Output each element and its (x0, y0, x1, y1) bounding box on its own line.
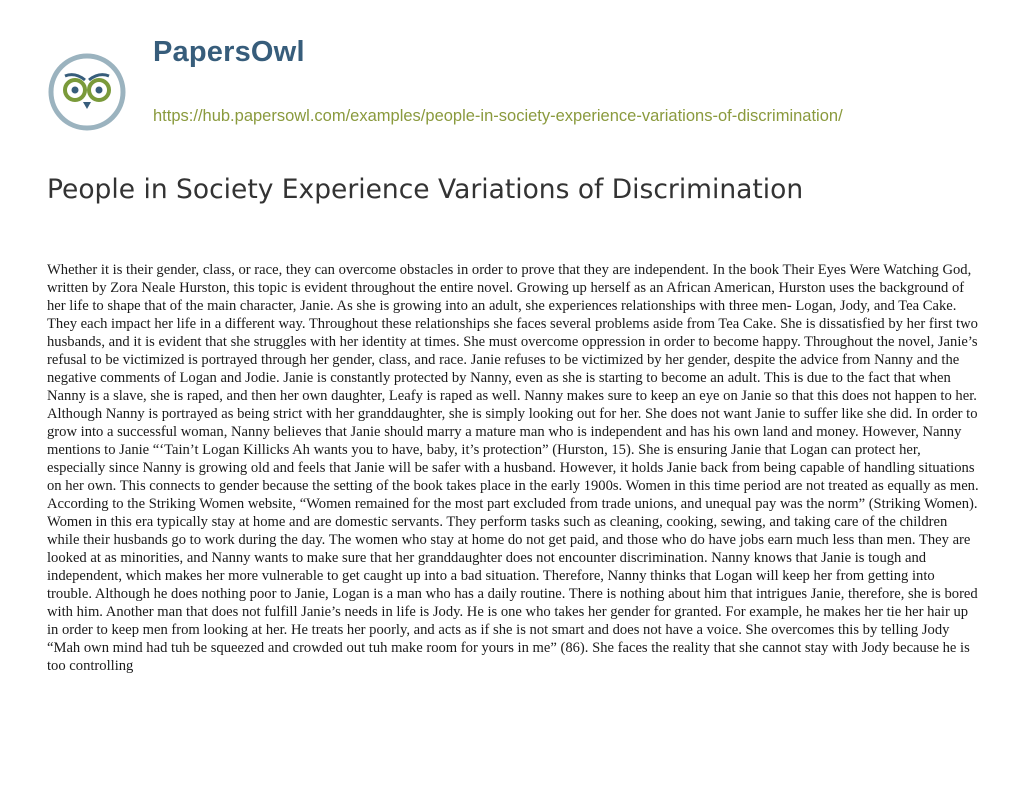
page-title: People in Society Experience Variations of Discrimination (47, 174, 804, 205)
source-url-link[interactable]: https://hub.papersowl.com/examples/people-in-society-experience-variations-of-discrimination/ (153, 107, 843, 125)
essay-body: Whether it is their gender, class, or race, they can overcome obstacles in order to prove that they are independent. In the book Their Eyes Were Watching God, written by Zora Neale Hurston, this topic is evident throughout the entire novel. Growing up herself as an African American, Hurston uses the background of her life to shape that of the main character, Janie. As she is growing into an adult, she experiences relationships with three men- Logan, Jody, and Tea Cake. They each impact her life in a different way. Throughout these relationships she faces several problems aside from Tea Cake. She is dissatisfied by her first two husbands, and it is evident that she struggles with her identity at times. She must overcome oppression in order to become happy. Throughout the novel, Janie’s refusal to be victimized is portrayed through her gender, class, and race. Janie refuses to be victimized by her gender, despite the advice from Nanny and the negative comments of Logan and Jodie. Janie is constantly protected by Nanny, even as she is starting to become an adult. This is due to the fact that when Nanny is a slave, she is raped, and then her own daughter, Leafy is raped as well. Nanny makes sure to keep an eye on Janie so that this does not happen to her. Although Nanny is portrayed as being strict with her granddaughter, she is simply looking out for her. She does not want Janie to suffer like she did. In order to grow into a successful woman, Nanny believes that Janie should marry a mature man who is independent and has his own land and money. However, Nanny mentions to Janie “‘Tain’t Logan Killicks Ah wants you to have, baby, it’s protection” (Hurston, 15). She is ensuring Janie that Logan can protect her, especially since Nanny is growing old and feels that Janie will be safer with a husband. However, it holds Janie back from being capable of handling situations on her own. This connects to gender because the setting of the book takes place in the early 1900s. Women in this time period are not treated as equally as men. According to the Striking Women website, “Women remained for the most part excluded from trade unions, and unequal pay was the norm” (Striking Women). Women in this era typically stay at home and are domestic servants. They perform tasks such as cleaning, cooking, sewing, and taking care of the children while their husbands go to work during the day. The women who stay at home do not get paid, and those who do have jobs earn much less than men. They are looked at as minorities, and Nanny wants to make sure that her granddaughter does not encounter discrimination. Nanny knows that Janie is tough and independent, which makes her more vulnerable to get caught up into a bad situation. Therefore, Nanny thinks that Logan will keep her from getting into trouble. Although he does nothing poor to Janie, Logan is a man who has a daily routine. There is nothing about him that intrigues Janie, therefore, she is bored with him. Another man that does not fulfill Janie’s needs in life is Jody. He is one who takes her gender for granted. For example, he makes her tie her hair up in order to keep men from looking at her. He treats her poorly, and acts as if she is not smart and does not have a voice. She overcomes this by telling Jody “Mah own mind had tuh be squeezed and crowded out tuh make room for yours in me” (86). She faces the reality that she cannot stay with Jody because he is too controlling (47, 262, 979, 674)
brand-name[interactable]: PapersOwl (153, 36, 305, 68)
header (47, 30, 977, 160)
owl-logo-icon[interactable] (47, 52, 127, 132)
